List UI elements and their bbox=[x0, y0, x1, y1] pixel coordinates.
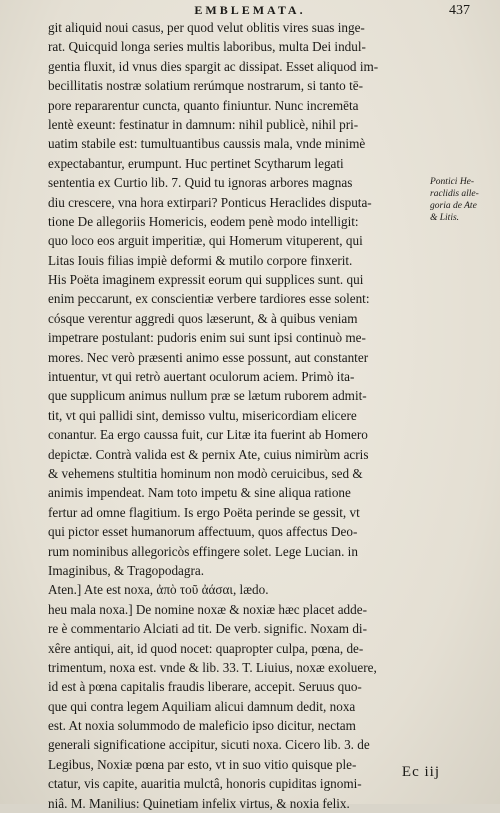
page-number: 437 bbox=[449, 3, 470, 18]
text-line: expectabantur, erumpunt. Huc pertinet Scytharum legati bbox=[48, 155, 344, 171]
text-line: qui pictor esset humanorum affectuum, quos affectus Deo- bbox=[48, 524, 358, 540]
text-line: re è commentario Alciati ad tit. De verb. signific. Noxam di- bbox=[48, 621, 367, 637]
text-line: Imaginibus, & Tragopodagra. bbox=[48, 562, 205, 578]
text-line: tit, vt qui pallidi sint, demisso vultu, misericordiam elicere bbox=[48, 407, 357, 423]
text-line: Aten.] Ate est noxa, ἀπὸ τοῦ ἀάσαι, lædo. bbox=[48, 582, 269, 598]
margin-note bbox=[430, 176, 496, 224]
text-line: xêre antiqui, ait, id quod nocet: quapropter culpa, pœna, de- bbox=[48, 640, 364, 656]
text-line: heu mala noxa.] De nomine noxæ & noxiæ hæc placet adde- bbox=[48, 601, 367, 617]
text-line: que supplicum animus nullum præ se lætum ruborem admit- bbox=[48, 388, 367, 404]
text-line: intuentur, vt qui retrò auertant oculorum aciem. Primò ita- bbox=[48, 369, 355, 385]
text-line: tione De allegoriis Homericis, eodem penè modo intelligit: bbox=[48, 213, 359, 229]
text-line: lentè exeunt: festinatur in damnum: nihil publicè, nihil pri- bbox=[48, 116, 359, 132]
text-line: sententia ex Curtio lib. 7. Quid tu ignoras arbores magnas bbox=[48, 175, 353, 191]
text-line: uatim stabile est: tumultuantibus caussis mala, vnde minimè bbox=[48, 136, 366, 152]
text-line: mores. Nec verò præsenti animo esse possunt, aut constanter bbox=[48, 349, 369, 365]
text-line: impetrare postulant: pudoris enim sui sunt ipsi continuò me- bbox=[48, 330, 366, 346]
text-line: & vehemens stultitia hominum non modò ceruicibus, sed & bbox=[48, 465, 363, 481]
signature-mark: Ec iij bbox=[401, 764, 440, 780]
page-header bbox=[0, 0, 500, 20]
text-line: trimentum, noxa est. vnde & lib. 33. T. Liuius, noxæ exoluere, bbox=[48, 659, 377, 675]
text-line: ctatur, vis capite, auaritia mulctâ, honoris cupiditas ignomi- bbox=[48, 776, 362, 792]
text-line: quo loco eos arguit imperitiæ, qui Homerum vituperent, qui bbox=[48, 233, 363, 249]
margin-note-line: & Litis. bbox=[430, 213, 460, 223]
running-head: EMBLEMATA. bbox=[194, 3, 306, 17]
text-line: pore repararentur cuncta, quanto finiuntur. Nunc incremēta bbox=[48, 97, 359, 113]
text-line: enim peccarunt, ex conscientiæ verbere tardiores esse solent: bbox=[48, 291, 370, 307]
text-line: conantur. Ea ergo caussa fuit, cur Litæ ita fuerint ab Homero bbox=[48, 427, 368, 443]
text-line: est. At noxia solummodo de maleficio ipso dicitur, nectam bbox=[48, 718, 356, 734]
text-line: git aliquid noui casus, per quod velut oblitis vires suas inge- bbox=[48, 20, 365, 35]
text-line: rum nominibus allegoricòs effingere solet. Lege Lucian. in bbox=[48, 543, 358, 559]
text-line: animis impendeat. Nam toto impetu & sine aliqua ratione bbox=[48, 485, 351, 501]
text-line: Litas Iouis filias impiè deformi & mutilo corpore finxerit. bbox=[48, 252, 353, 268]
text-line: fertur ad omne flagitium. Is ergo Poëta perinde se gessit, vt bbox=[48, 504, 360, 520]
text-line: generali significatione accipitur, sicuti noxa. Cicero lib. 3. de bbox=[48, 737, 370, 753]
text-line: cósque verentur aggredi quos læserunt, & à quibus veniam bbox=[48, 310, 358, 326]
text-line: becillitatis nostræ solatium rerúmque nostrarum, si tanto tē- bbox=[48, 78, 363, 94]
text-line: diu crescere, vna hora extirpari? Ponticus Heraclides disputa- bbox=[48, 194, 372, 210]
text-line: id est à pœna capitalis fraudis liberare, accepit. Seruus quo- bbox=[48, 679, 362, 695]
text-line: depictæ. Contrà valida est & pernix Ate, cuius nimirùm acris bbox=[48, 446, 369, 462]
text-line: His Poëta imaginem expressit eorum qui supplices sunt. qui bbox=[48, 272, 364, 288]
text-line: gentia fluxit, id vnus dies spargit ac dissipat. Esset aliquod im- bbox=[48, 58, 379, 74]
text-line: que qui contra legem Aquiliam alicui damnum dedit, noxa bbox=[48, 698, 356, 714]
margin-note-line: raclidis alle- bbox=[430, 189, 479, 199]
text-line: Legibus, Noxiæ pœna par esto, vt in suo vitio quisque ple- bbox=[48, 756, 357, 772]
text-line: rat. Quicquid longa series multis laboribus, multa Dei indul- bbox=[48, 39, 366, 55]
margin-note-line: goria de Ate bbox=[430, 201, 477, 211]
main-text-block bbox=[48, 18, 430, 813]
margin-note-line: Pontici He- bbox=[430, 177, 475, 187]
text-line: niâ. M. Manilius: Quinetiam infelix virtus, & noxia felix. bbox=[48, 795, 350, 811]
